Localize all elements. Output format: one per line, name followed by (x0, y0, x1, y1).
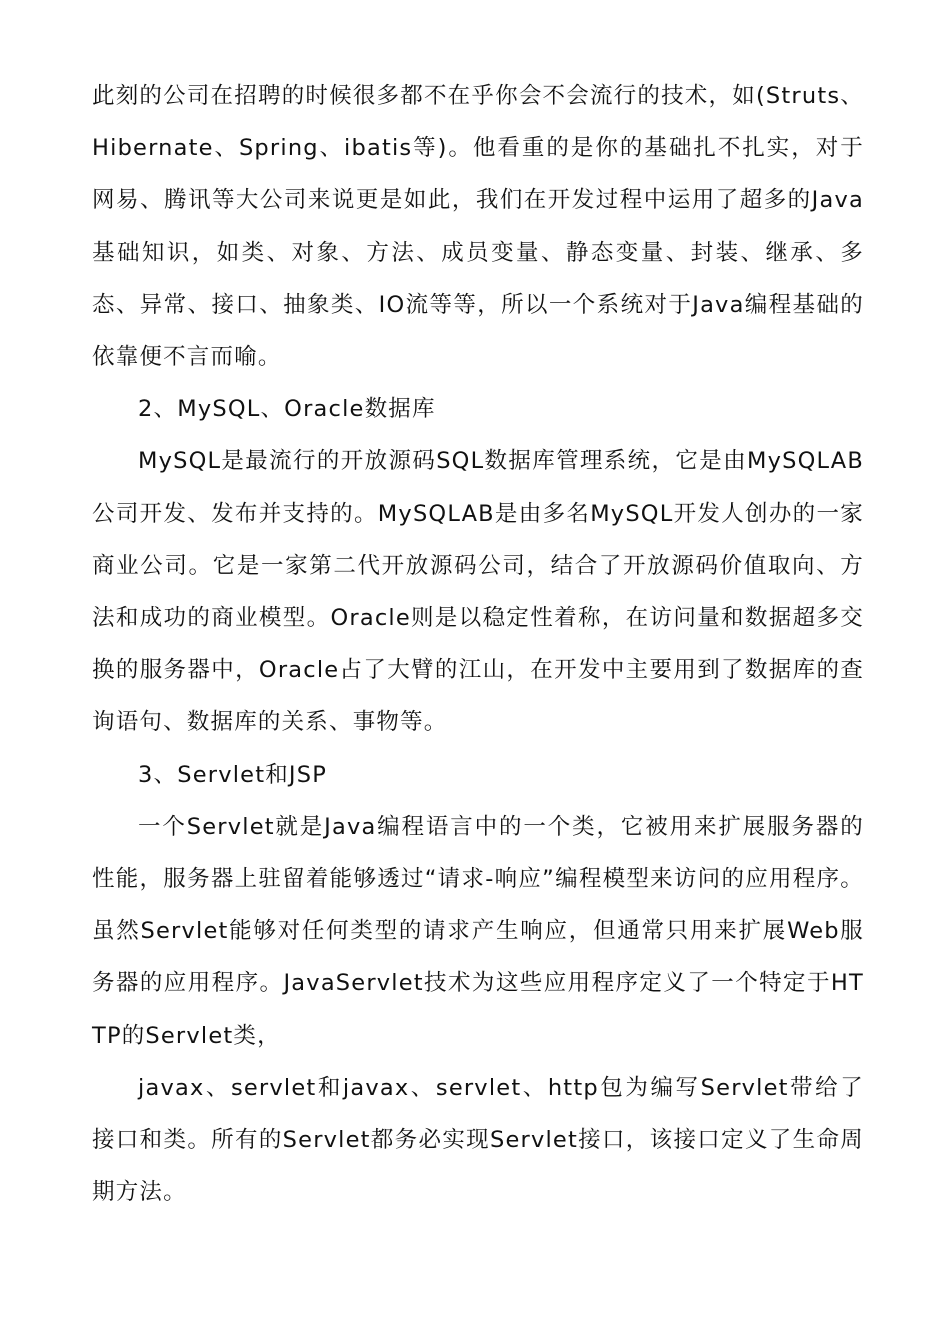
section-heading-servlet-jsp: 3、Servlet和JSP (138, 761, 328, 788)
document-page (92, 70, 864, 1218)
section-heading-mysql-oracle: 2、MySQL、Oracle数据库 (138, 396, 436, 423)
paragraph-javax: javax、servlet和javax、servlet、http包为编写Servlet带给了接口和类。所有的Servlet都务必实现Servlet接口，该接口定义了生命周期方法。 (92, 1074, 864, 1206)
paragraph-intro: 此刻的公司在招聘的时候很多都不在乎你会不会流行的技术，如(Struts、Hibernate、Spring、ibatis等)。他看重的是你的基础扎不扎实，对于网易、腾讯等大公司来说更是如此，我们在开发过程中运用了超多的Java基础知识，如类、对象、方法、成员变量、静态变量、封装、继承、多态、异常、接口、抽象类、IO流等等，所以一个系统对于Java编程基础的依靠便不言而喻。 (92, 83, 864, 371)
paragraph-mysql: MySQL是最流行的开放源码SQL数据库管理系统，它是由MySQLAB公司开发、发布并支持的。MySQLAB是由多名MySQL开发人创办的一家商业公司。它是一家第二代开放源码公司，结合了开放源码价值取向、方法和成功的商业模型。Oracle则是以稳定性着称，在访问量和数据超多交换的服务器中，Oracle占了大臂的江山，在开发中主要用到了数据库的查询语句、数据库的关系、事物等。 (92, 448, 864, 736)
paragraph-servlet: 一个Servlet就是Java编程语言中的一个类，它被用来扩展服务器的性能，服务器上驻留着能够透过“请求-响应”编程模型来访问的应用程序。虽然Servlet能够对任何类型的请求产生响应，但通常只用来扩展Web服务器的应用程序。JavaServlet技术为这些应用程序定义了一个特定于HTTP的Servlet类， (92, 813, 864, 1049)
